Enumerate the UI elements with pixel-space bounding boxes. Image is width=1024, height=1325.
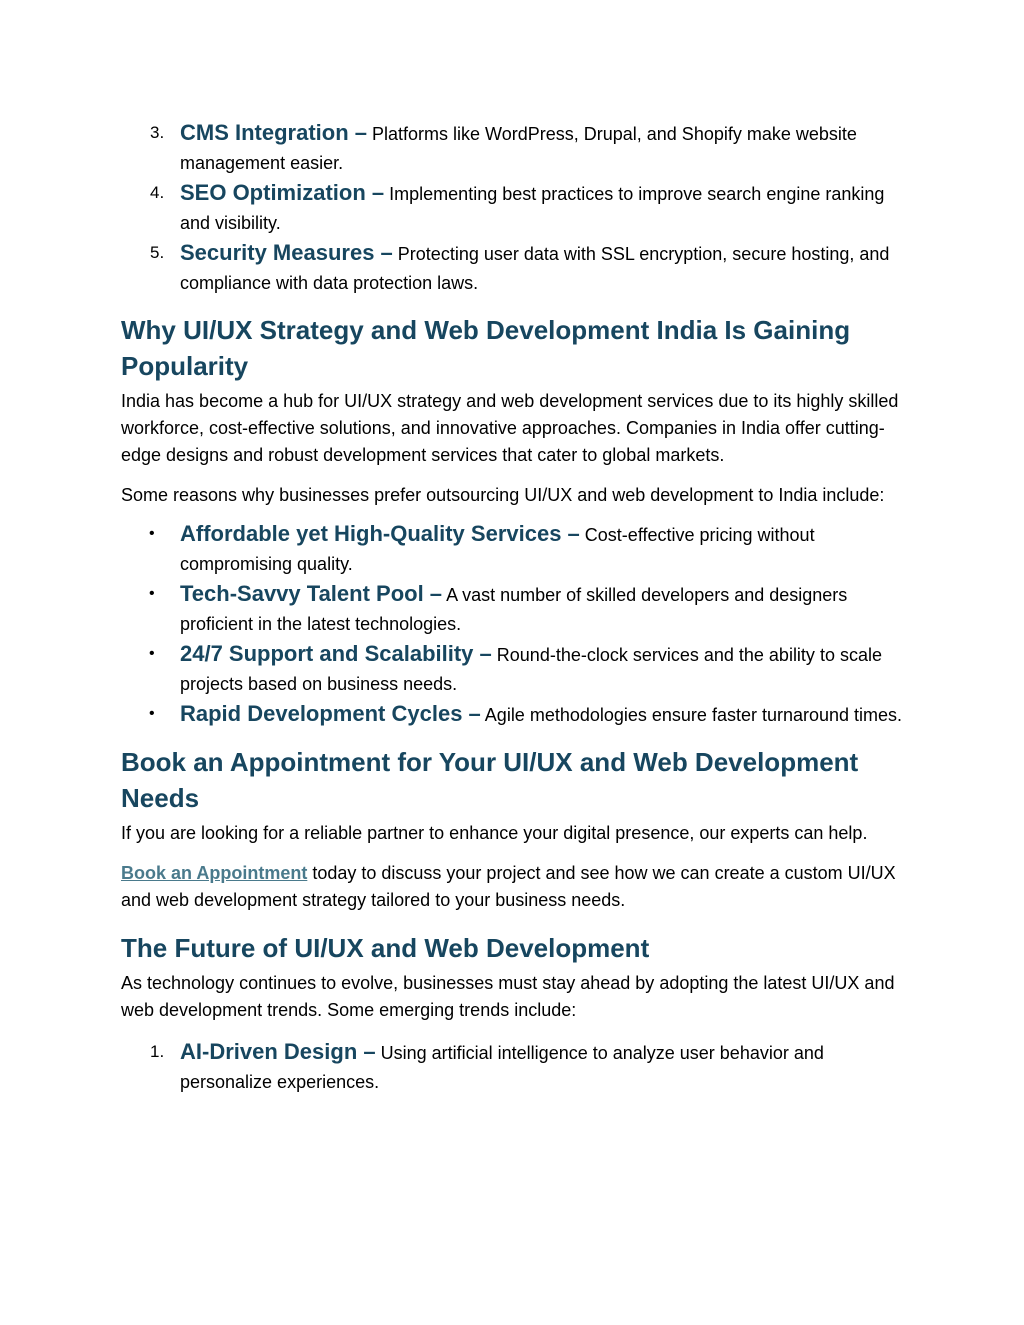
item-description: Cost-effective pricing without compromising quality. [180, 525, 815, 574]
item-description: Platforms like WordPress, Drupal, and Shopify make website management easier. [180, 124, 857, 173]
list-item [121, 519, 911, 579]
section-heading-future: The Future of UI/UX and Web Development [121, 933, 650, 963]
trends-list [121, 1037, 911, 1097]
reasons-list [121, 519, 911, 730]
future-paragraph: As technology continues to evolve, businesses must stay ahead by adopting the latest UI/UX and web development trends. Some emerging trends include: [121, 973, 895, 1020]
bullet-icon: • [149, 705, 155, 722]
list-item [121, 639, 911, 699]
item-term: CMS Integration – [180, 120, 368, 145]
list-number: 5. [150, 243, 165, 262]
india-paragraph: India has become a hub for UI/UX strategy and web development services due to its highly skilled workforce, cost-effective solutions, and innovative approaches. Companies in India offer cutting-edge designs and robust development services that cater to global markets. [121, 391, 899, 465]
item-description: Protecting user data with SSL encryption, secure hosting, and compliance with data protection laws. [180, 244, 890, 293]
section-heading-book: Book an Appointment for Your UI/UX and Web Development Needs [121, 747, 859, 813]
list-number: 4. [150, 183, 165, 202]
item-term: SEO Optimization – [180, 180, 385, 205]
item-term: Security Measures – [180, 240, 393, 265]
item-description: Using artificial intelligence to analyze user behavior and personalize experiences. [180, 1043, 824, 1092]
bullet-icon: • [149, 585, 155, 602]
item-description: A vast number of skilled developers and designers proficient in the latest technologies. [180, 585, 848, 634]
list-number: 1. [150, 1042, 165, 1061]
features-list-continued [121, 118, 911, 298]
item-term: Affordable yet High-Quality Services – [180, 521, 580, 546]
item-description: Round-the-clock services and the ability to scale projects based on business needs. [180, 645, 882, 694]
list-item [121, 118, 911, 178]
list-item [121, 238, 911, 298]
book-cta-text: today to discuss your project and see how we can create a custom UI/UX and web development strategy tailored to your business needs. [121, 863, 896, 910]
item-term: 24/7 Support and Scalability – [180, 641, 492, 666]
bullet-icon: • [149, 645, 155, 662]
item-description: Agile methodologies ensure faster turnaround times. [484, 705, 903, 725]
section-heading-india: Why UI/UX Strategy and Web Development India Is Gaining Popularity [121, 315, 851, 381]
item-term: Tech-Savvy Talent Pool – [180, 581, 443, 606]
bullet-icon: • [149, 525, 155, 542]
book-intro-paragraph: If you are looking for a reliable partner to enhance your digital presence, our experts can help. [121, 823, 868, 843]
reasons-intro-paragraph: Some reasons why businesses prefer outsourcing UI/UX and web development to India include: [121, 485, 885, 505]
list-item [121, 1037, 911, 1097]
list-number: 3. [150, 123, 165, 142]
book-cta-paragraph [121, 860, 911, 914]
list-item [121, 579, 911, 639]
item-term: AI-Driven Design – [180, 1039, 376, 1064]
list-item [121, 178, 911, 238]
item-term: Rapid Development Cycles – [180, 701, 481, 726]
book-appointment-link[interactable]: Book an Appointment [121, 863, 308, 883]
document-page [121, 118, 911, 1097]
item-description: Implementing best practices to improve search engine ranking and visibility. [180, 184, 885, 233]
list-item [121, 699, 911, 730]
